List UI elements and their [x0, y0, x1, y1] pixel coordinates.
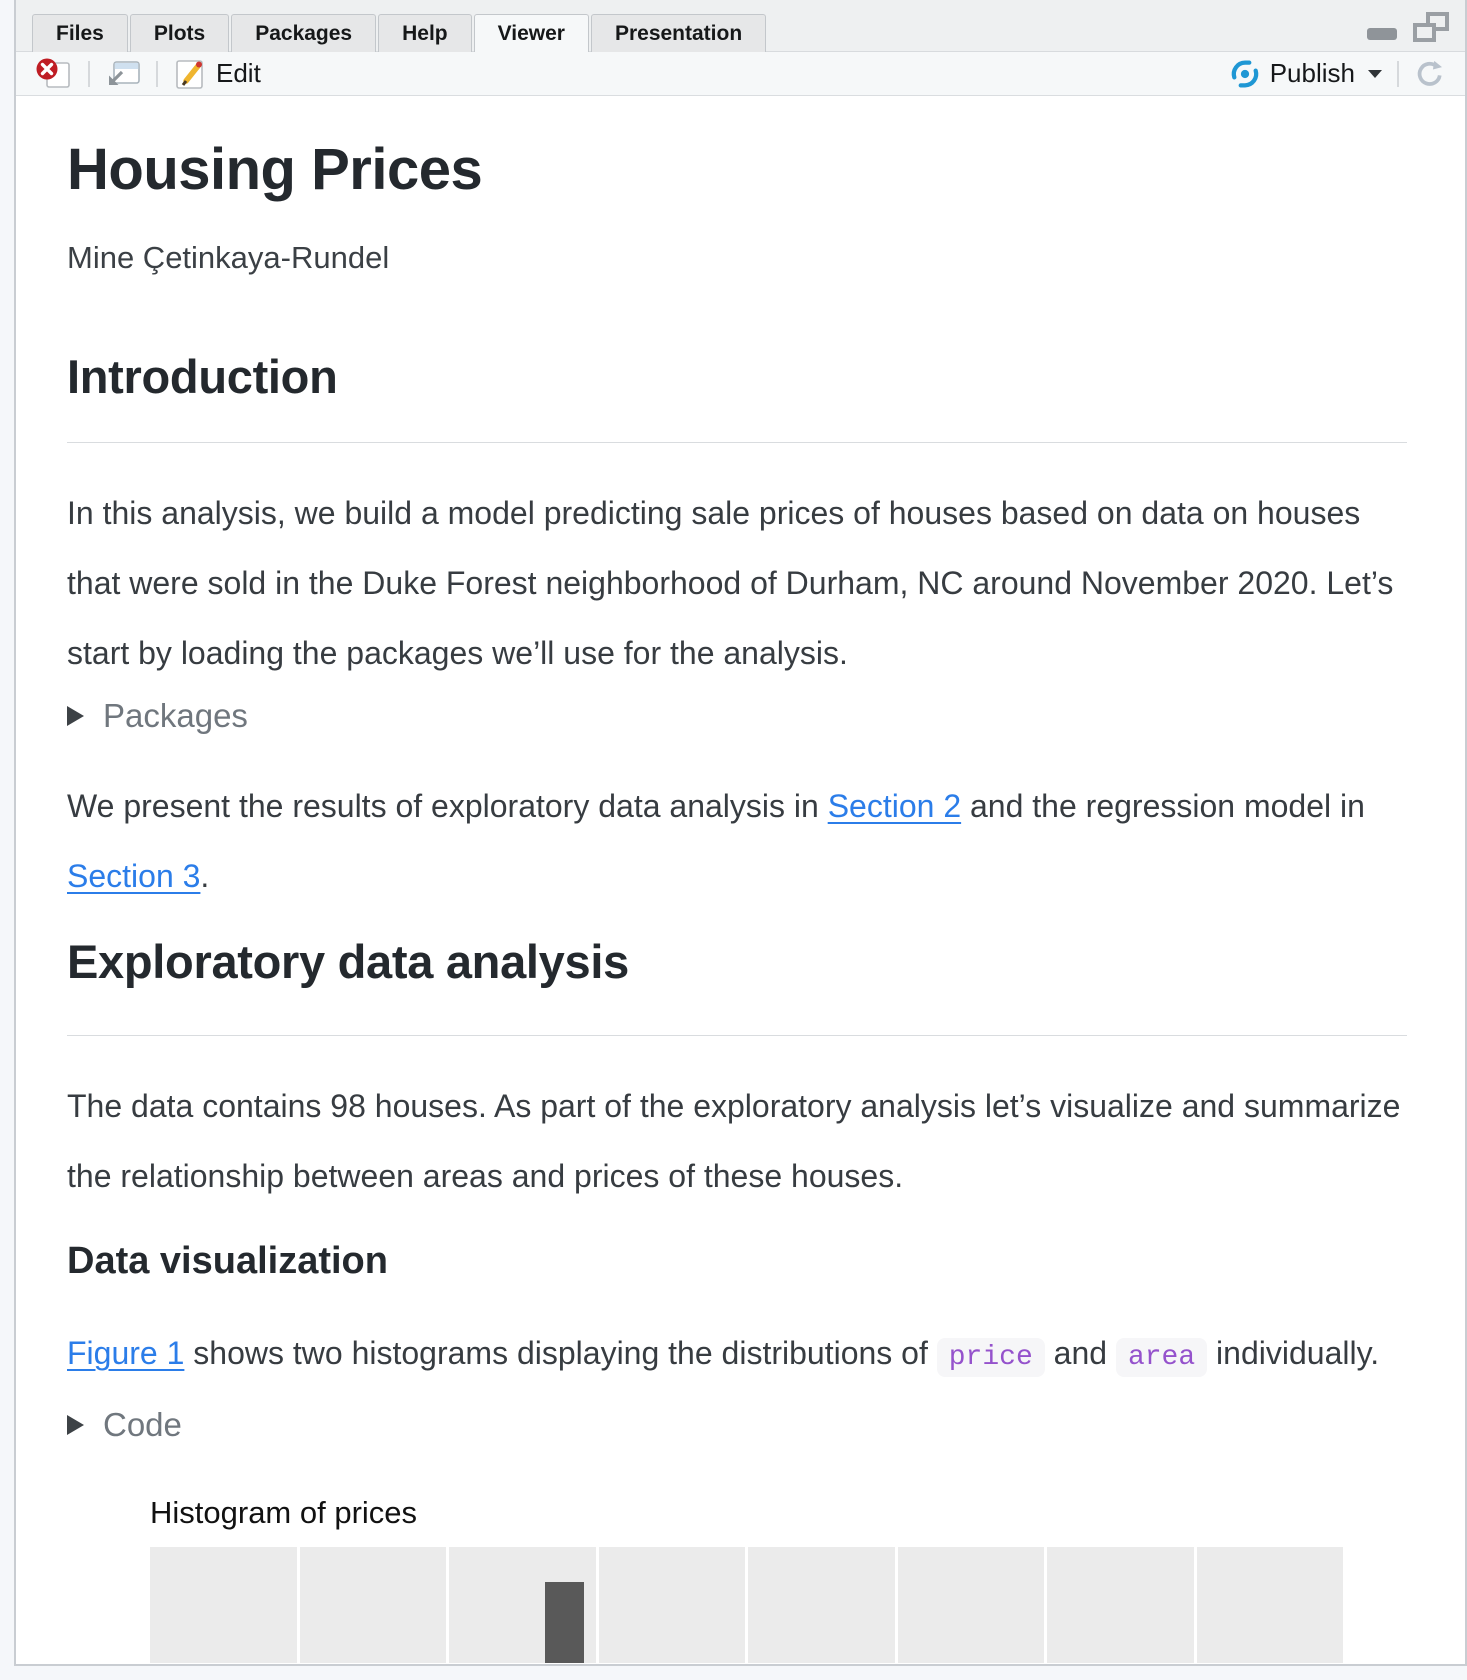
packages-disclosure-label: Packages	[103, 697, 248, 734]
histogram-bar	[545, 1582, 584, 1663]
edit-button[interactable]	[168, 55, 266, 93]
histogram-figure	[150, 1495, 1407, 1663]
maximize-icon	[1413, 12, 1449, 42]
packages-disclosure[interactable]	[67, 696, 1407, 736]
intro-paragraph: In this analysis, we build a model predicting sale prices of houses based on data on houses that were sold in the Duke Forest neighborhood of Durham, NC around November 2020. Let’s start by loading the packages we’ll use for the analysis.	[67, 495, 1394, 671]
paragraph-text: .	[200, 858, 210, 894]
clear-viewer-icon	[35, 57, 73, 91]
section-2-link[interactable]: Section 2	[827, 788, 962, 824]
viewer-toolbar	[16, 52, 1465, 96]
histogram-gridline-cell	[1197, 1547, 1344, 1663]
viewer-content[interactable]	[16, 96, 1465, 1663]
figure-paragraph	[67, 1318, 1407, 1393]
clear-viewer-button[interactable]	[30, 55, 78, 93]
pane-window-buttons	[1367, 12, 1449, 42]
heading-data-visualization: Data visualization	[67, 1240, 388, 1282]
histogram-gridline-cell	[898, 1547, 1045, 1663]
rendered-document	[16, 96, 1465, 1663]
histogram-gridline-cell	[300, 1547, 447, 1663]
publish-button[interactable]	[1224, 56, 1387, 92]
refresh-button[interactable]	[1409, 56, 1451, 92]
pane-tabbar	[16, 0, 1465, 52]
edit-pencil-icon	[173, 57, 207, 91]
histogram-panel	[150, 1547, 1343, 1663]
histogram-gridline-cell	[748, 1547, 895, 1663]
paragraph-text: We present the results of exploratory data analysis in	[67, 788, 828, 824]
minimize-pane-button[interactable]	[1367, 28, 1397, 42]
paragraph-text: and the regression model in	[961, 788, 1365, 824]
histogram-gridline-cell	[150, 1547, 297, 1663]
eda-paragraph: The data contains 98 houses. As part of the exploratory analysis let’s visualize and summarize the relationship between areas and prices of these houses.	[67, 1088, 1401, 1194]
section-3-link[interactable]: Section 3	[67, 858, 201, 894]
edit-button-label: Edit	[216, 58, 261, 88]
disclosure-triangle-icon	[67, 706, 84, 726]
code-span-price: price	[937, 1338, 1045, 1377]
tab-plots[interactable]: Plots	[130, 14, 229, 52]
code-disclosure[interactable]	[67, 1405, 1407, 1445]
paragraph-text: shows two histograms displaying the distributions of	[184, 1335, 937, 1371]
code-span-area: area	[1116, 1338, 1207, 1377]
page-title: Housing Prices	[67, 137, 483, 202]
tab-files[interactable]: Files	[32, 14, 128, 52]
tab-help[interactable]: Help	[378, 14, 472, 52]
figure-title: Histogram of prices	[150, 1495, 418, 1530]
publish-icon	[1229, 58, 1261, 90]
minimize-icon	[1367, 28, 1397, 40]
open-in-new-window-button[interactable]	[100, 56, 146, 92]
refresh-icon	[1414, 58, 1446, 90]
paragraph-text: and	[1044, 1335, 1116, 1371]
toolbar-separator	[1397, 61, 1399, 87]
toolbar-separator	[88, 61, 90, 87]
publish-dropdown-caret-icon	[1368, 70, 1382, 78]
maximize-pane-button[interactable]	[1413, 12, 1449, 42]
heading-introduction: Introduction	[67, 352, 1407, 443]
document-author: Mine Çetinkaya-Rundel	[67, 240, 390, 275]
section-links-paragraph	[67, 771, 1407, 911]
tab-viewer[interactable]: Viewer	[474, 14, 589, 52]
histogram-gridline-cell	[599, 1547, 746, 1663]
paragraph-text: individually.	[1207, 1335, 1380, 1371]
figure-1-link[interactable]: Figure 1	[67, 1335, 185, 1371]
toolbar-separator	[156, 61, 158, 87]
publish-button-label: Publish	[1269, 58, 1355, 88]
tab-packages[interactable]: Packages	[231, 14, 376, 52]
open-in-new-window-icon	[105, 58, 141, 90]
disclosure-triangle-icon	[67, 1415, 84, 1435]
tab-presentation[interactable]: Presentation	[591, 14, 766, 52]
heading-exploratory-data-analysis: Exploratory data analysis	[67, 937, 1407, 1036]
histogram-gridline-cell	[1047, 1547, 1194, 1663]
viewer-pane	[14, 0, 1467, 1666]
code-disclosure-label: Code	[103, 1406, 182, 1443]
